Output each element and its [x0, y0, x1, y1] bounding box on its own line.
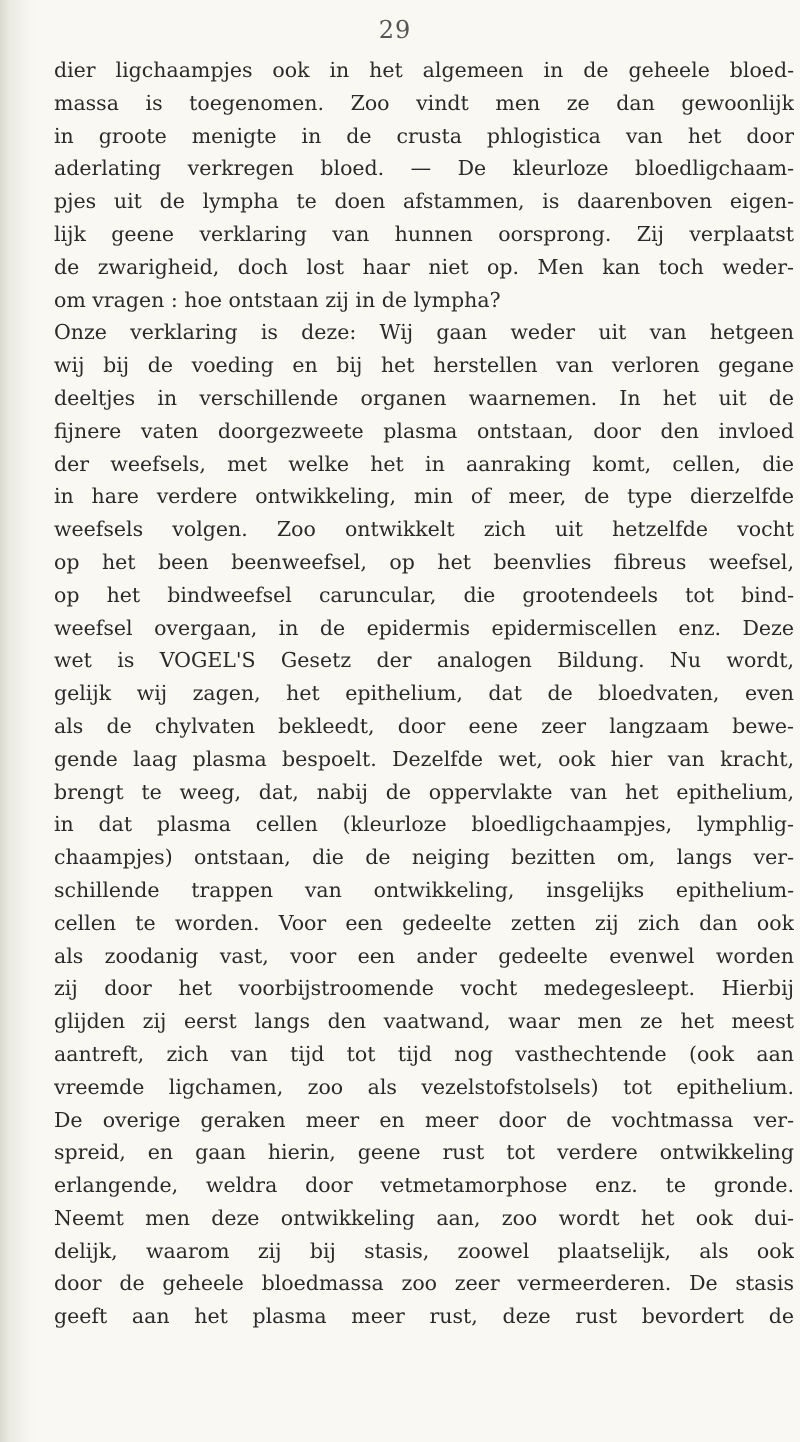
text-line: in hare verdere ontwikkeling, min of meer, de type dierzelfde	[54, 484, 794, 509]
text-line: dier ligchaampjes ook in het algemeen in de geheele bloed-	[54, 58, 794, 82]
body-text	[54, 54, 794, 1333]
text-line: om vragen : hoe ontstaan zij in de lympha?	[54, 287, 501, 312]
text-line: chaampjes) ontstaan, die de neiging bezitten om, langs ver-	[54, 845, 794, 870]
text-line: gende laag plasma bespoelt. Dezelfde wet, ook hier van kracht,	[54, 746, 794, 771]
text-line: pjes uit de lympha te doen afstammen, is daarenboven eigen-	[54, 189, 794, 214]
text-line: in dat plasma cellen (kleurloze bloedligchaampjes, lymphlig-	[54, 812, 794, 837]
text-line: Onze verklaring is deze: Wij gaan weder uit van hetgeen	[54, 320, 794, 345]
text-line: als de chylvaten bekleedt, door eene zeer langzaam bewe-	[54, 713, 794, 738]
text-line: wet is VOGEL'S Gesetz der analogen Bildung. Nu wordt,	[54, 648, 794, 673]
text-line: aderlating verkregen bloed. — De kleurloze bloedligchaam-	[54, 156, 794, 181]
text-line: lijk geene verklaring van hunnen oorsprong. Zij verplaatst	[54, 221, 794, 246]
text-line: door de geheele bloedmassa zoo zeer vermeerderen. De stasis	[54, 1271, 794, 1296]
text-line: cellen te worden. Voor een gedeelte zetten zij zich dan ook	[54, 910, 794, 935]
text-line: op het been beenweefsel, op het beenvlies fibreus weefsel,	[54, 549, 794, 574]
text-line: spreid, en gaan hierin, geene rust tot verdere ontwikkeling	[54, 1140, 794, 1165]
text-line: weefsels volgen. Zoo ontwikkelt zich uit hetzelfde vocht	[54, 517, 794, 542]
text-line: delijk, waarom zij bij stasis, zoowel plaatselijk, als ook	[54, 1238, 794, 1263]
text-line: weefsel overgaan, in de epidermis epidermiscellen enz. Deze	[54, 615, 794, 640]
text-line: op het bindweefsel caruncular, die grootendeels tot bind-	[54, 582, 794, 607]
page-gutter-shadow	[0, 0, 30, 1442]
text-line: massa is toegenomen. Zoo vindt men ze dan gewoonlijk	[54, 90, 794, 115]
text-line: aantreft, zich van tijd tot tijd nog vasthechtende (ook aan	[54, 1041, 794, 1066]
page-number: 29	[378, 16, 412, 44]
text-line: wij bij de voeding en bij het herstellen van verloren gegane	[54, 353, 794, 378]
text-line: Neemt men deze ontwikkeling aan, zoo wordt het ook dui-	[54, 1205, 794, 1230]
text-line: fijnere vaten doorgezweete plasma ontstaan, door den invloed	[54, 418, 794, 443]
text-line: brengt te weeg, dat, nabij de oppervlakte van het epithelium,	[54, 779, 794, 804]
text-line: De overige geraken meer en meer door de vochtmassa ver-	[54, 1107, 794, 1132]
text-line: zij door het voorbijstroomende vocht medegesleept. Hierbij	[54, 976, 794, 1001]
text-line: als zoodanig vast, voor een ander gedeelte evenwel worden	[54, 943, 794, 968]
text-line: in groote menigte in de crusta phlogistica van het door	[54, 123, 794, 148]
text-line: der weefsels, met welke het in aanraking komt, cellen, die	[54, 451, 794, 476]
text-line: glijden zij eerst langs den vaatwand, waar men ze het meest	[54, 1009, 794, 1034]
text-line: geeft aan het plasma meer rust, deze rust bevordert de	[54, 1304, 794, 1329]
text-line: schillende trappen van ontwikkeling, insgelijks epithelium-	[54, 877, 794, 902]
text-line: erlangende, weldra door vetmetamorphose enz. te gronde.	[54, 1173, 794, 1198]
text-line: gelijk wij zagen, het epithelium, dat de bloedvaten, even	[54, 681, 794, 706]
text-line: vreemde ligchamen, zoo als vezelstofstolsels) tot epithelium.	[54, 1074, 794, 1099]
text-line: de zwarigheid, doch lost haar niet op. Men kan toch weder-	[54, 254, 794, 279]
text-line: deeltjes in verschillende organen waarnemen. In het uit de	[54, 385, 794, 410]
